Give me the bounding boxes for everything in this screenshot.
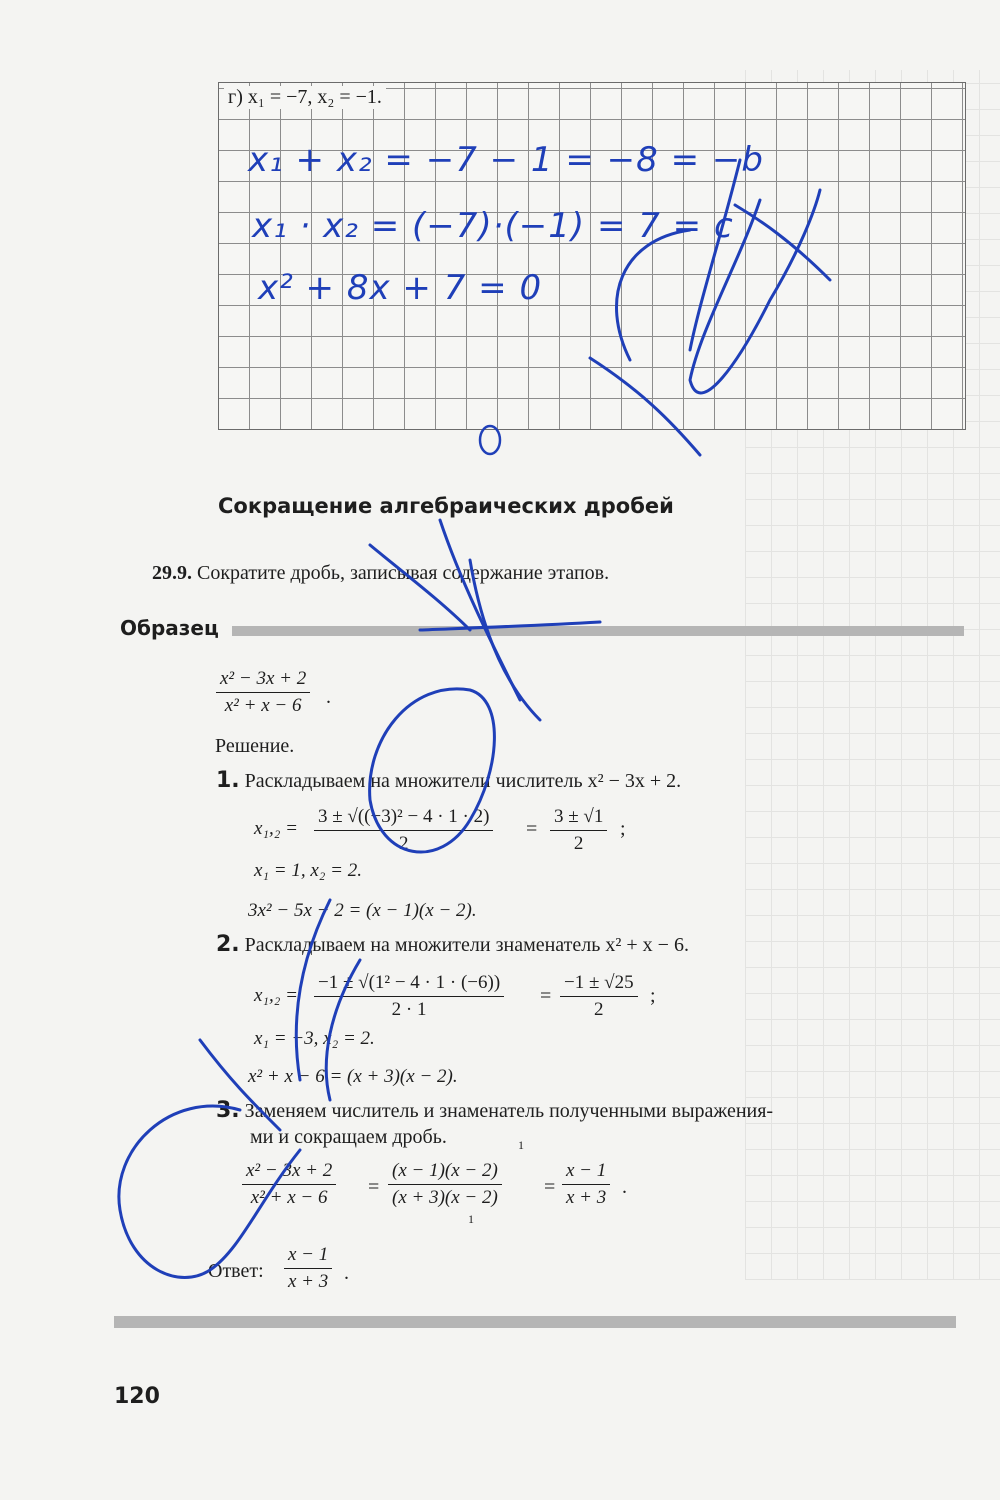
step3-text-line1: Заменяем числитель и знаменатель полученными выражения-: [244, 1100, 774, 1122]
step2-number: 2.: [216, 932, 240, 957]
step1-frac2-num: 3 ± √1: [550, 806, 607, 831]
step2-equals: =: [540, 985, 552, 1007]
pen-small-circle: [480, 426, 500, 454]
sample-period: .: [326, 686, 331, 708]
sample-bottom-bar: [114, 1316, 956, 1328]
step1-number: 1.: [216, 768, 240, 793]
step2-frac2-den: 2: [594, 999, 604, 1020]
step3-frac-a-den: x² + x − 6: [250, 1187, 328, 1208]
sample-fraction-den: x² + x − 6: [224, 695, 302, 716]
step1-factor: 3x² − 5x − 2 = (x − 1)(x − 2).: [248, 900, 477, 921]
handwritten-line-1: x₁ + x₂ = −7 − 1 = −8 = −b: [248, 140, 764, 180]
step3-fraction-b: [388, 1160, 502, 1209]
step1: [216, 768, 681, 793]
step3-frac-b-num: (x − 1)(x − 2): [388, 1160, 502, 1185]
answer-den: x + 3: [288, 1271, 329, 1292]
step2-x12: x₁,₂ =: [254, 985, 298, 1006]
step1-text: Раскладываем на множители числитель x² − 3x + 2.: [244, 770, 682, 792]
step1-frac1-den: 2: [398, 833, 409, 854]
step3-fraction-c: [562, 1160, 610, 1209]
step1-semicolon: ;: [620, 818, 626, 840]
pen-stroke-cross-2: [440, 520, 520, 700]
step2-semicolon: ;: [650, 985, 656, 1007]
step1-frac2-den: 2: [573, 833, 584, 854]
step3-text-line2: ми и сокращаем дробь.: [250, 1126, 447, 1148]
sample-fraction: [216, 668, 310, 717]
task-text: Сократите дробь, записывая содержание этапов.: [197, 562, 610, 584]
step3-number: 3.: [216, 1098, 240, 1123]
step1-x12: x₁,₂ =: [254, 818, 298, 839]
step3-equals-1: =: [368, 1176, 380, 1198]
page-number: 120: [114, 1384, 160, 1409]
step1-frac1-num: 3 ± √((−3)² − 4 · 1 · 2): [314, 806, 493, 831]
sample-label: Образец: [120, 616, 219, 640]
step3-frac-c-num: x − 1: [562, 1160, 610, 1185]
task-number: 29.9.: [152, 562, 192, 584]
sample-fraction-num: x² − 3x + 2: [216, 668, 310, 693]
answer-period: .: [344, 1262, 349, 1284]
step2-factor: x² + x − 6 = (x + 3)(x − 2).: [248, 1066, 458, 1087]
task-line: г) x₁ = −7, x₂ = −1.: [224, 86, 386, 109]
cancel-mark-top: 1: [518, 1138, 524, 1152]
step2-fraction-2: [560, 972, 638, 1021]
solution-label: Решение.: [215, 735, 295, 757]
answer-label: Ответ:: [208, 1260, 264, 1282]
answer-num: x − 1: [284, 1244, 332, 1269]
pen-stroke-cross-1: [370, 545, 470, 630]
step1-equals: =: [526, 818, 538, 840]
step3-line1: [216, 1098, 773, 1123]
section-heading: Сокращение алгебраических дробей: [218, 494, 674, 518]
step2-frac1-num: −1 ± √(1² − 4 · 1 · (−6)): [314, 972, 504, 997]
step3-frac-b-den: (x + 3)(x − 2): [392, 1187, 498, 1208]
answer-grid: [218, 82, 966, 430]
step3-equals-2: =: [544, 1176, 556, 1198]
step3-frac-a-num: x² − 3x + 2: [242, 1160, 336, 1185]
step2-frac1-den: 2 · 1: [391, 999, 427, 1020]
step1-roots: x₁ = 1, x₂ = 2.: [254, 860, 362, 881]
sample-top-bar: [232, 626, 964, 636]
step1-fraction-2: [550, 806, 607, 855]
handwritten-line-2: x₁ · x₂ = (−7)·(−1) = 7 = c: [252, 206, 734, 246]
step2-roots: x₁ = −3, x₂ = 2.: [254, 1028, 375, 1049]
step1-fraction-1: [314, 806, 493, 855]
step2: [216, 932, 689, 957]
task-statement: [152, 562, 609, 585]
handwritten-line-3: x² + 8x + 7 = 0: [258, 268, 543, 308]
step3-fraction-a: [242, 1160, 336, 1209]
step3-frac-c-den: x + 3: [566, 1187, 607, 1208]
step3-period: .: [622, 1176, 627, 1198]
step2-text: Раскладываем на множители знаменатель x² + x − 6.: [244, 934, 689, 956]
answer-fraction: [284, 1244, 332, 1293]
step2-fraction-1: [314, 972, 504, 1021]
cancel-mark-bottom: 1: [468, 1212, 474, 1226]
step2-frac2-num: −1 ± √25: [560, 972, 638, 997]
